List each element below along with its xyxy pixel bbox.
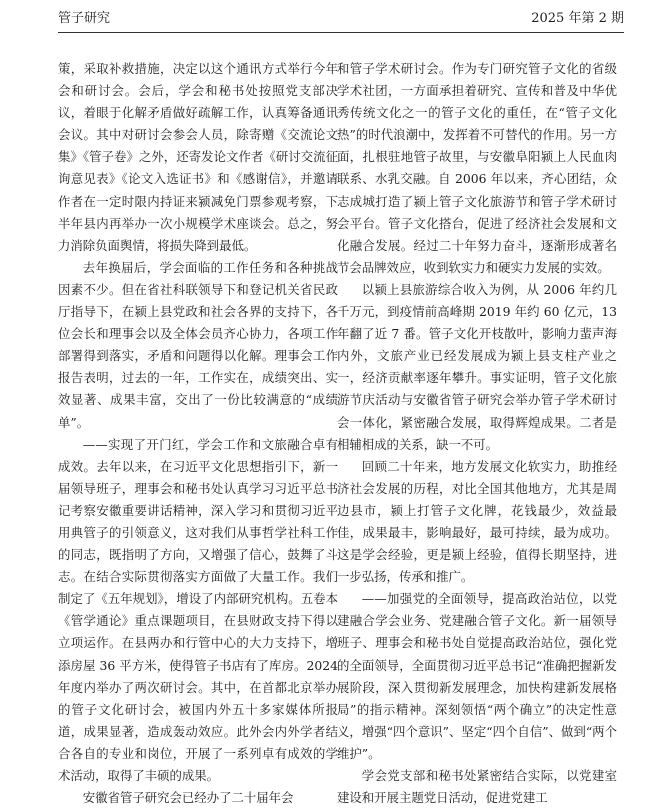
- paragraph: 以颍上县旅游综合收入为例，从 2006 年约几千万元，到疫情前高峰期 2019 年约 60 亿元，13 年翻了近 7 番。管子文化开枝散叶，影响力蜚声海内外，文旅产业已经发展成为颍上县支柱产业之一，经济贡献率逐年攀升。事实证明，管子文化旅游节庆活动与安徽省管子研究会举办管子学术研讨会一体化，紧密融合发展，取得辉煌成果。二者是相辅相成的关系，缺一不可。: [337, 281, 617, 452]
- issue-label: 2025 年第 2 期: [531, 11, 624, 26]
- journal-title: 管子研究: [58, 11, 111, 26]
- paragraph: 回顾二十年来，地方发展文化软实力，助推经济社会发展的历程，对比全国其他地方，尤其是周边县市，颍上打管子文化牌，花钱最少，效益最佳，成果最丰，影响最好，最可持续，最为成功。这是学会经验，更是颍上经验，值得长期坚持，进一步弘扬，传承和推广。: [337, 458, 617, 585]
- page-header: [58, 8, 624, 33]
- paragraph: ——加强党的全面领导，提高政治站位，以党建融合学会业务、党建融合管子文化。新一届领导班子、理事会和秘书处自觉提高政治站位，强化党的全面领导，全面贯彻习近平总书记“准确把握新发展阶段，深入贯彻新发展理念，加快构建新发展格局”的指示精神。深刻领悟“两个确立”的决定性意义，增强“四个意识”、坚定“四个自信”、做到“两个维护”。: [337, 591, 617, 761]
- paragraph: 学会党支部和秘书处紧密结合实际，以党建室建设和开展主题党日活动，促进党建工: [337, 768, 617, 806]
- paragraph: 策，采取补救措施，决定以这个通讯方式举行今年会和研讨会。会后，学会和秘书处按照党支部决议，着眼于化解矛盾做好疏解工作，认真筹备通讯会议。其中对研讨会参会人员，除寄赠《交流论文集》《管子卷》之外，还寄发论文作者《研讨交流征询意见表》《论文入选证书》和《感谢信》，并邀请作者在一定时限内持证来颍减免门票参观考察，下半年县内再举办一次小规模学术座谈会。总之，努力消除负面舆情，将损失降到最低。: [58, 61, 338, 253]
- right-column: [337, 58, 617, 809]
- left-column: [58, 58, 338, 809]
- paragraph: ——实现了开门红，学会工作和文旅融合卓有成效。去年以来，在习近平文化思想指引下，新一届领导班子，理事会和秘书处认真学习习近平总书记考察安徽重要讲话精神，深入学习和贯彻习近平用典管子的引领意义，这对我们从事哲学社科工作的同志，既指明了方向，又增强了信心，鼓舞了斗志。在结合实际贯彻落实方面做了大量工作。我们制定了《五年规划》，增设了内部研究机构。五卷本《管学通论》重点课题项目，在县财政支持下得以立项运作。在县两办和行管中心的大力支持下，增添房屋 36 平方米，使得管子书店有了库房。2024 年度内举办了两次研讨会。其中，在首都北京举办的管子文化研讨会，被国内外五十多家媒体所报道，成果显著，造成轰动效应。此外会内外学者结合各自的专业和岗位，开展了一系列卓有成效的学术活动，取得了丰硕的成果。: [58, 436, 338, 783]
- paragraph: 去年换届后，学会面临的工作任务和各种挑战因素不少。但在省社科联领导下和登记机关省民政厅指导下，在颍上县党政和社会各界的支持下，各位会长和理事会以及全体会员齐心协力，各项工作部署得到落实，矛盾和问题得以化解。理事会工作报告表明，过去的一年，工作实在，成绩突出、实效显著、成果丰富，交出了一份比较满意的“成绩单”。: [58, 259, 338, 430]
- paragraph: 和管子学术研讨会。作为专门研究管子文化的省级学术社团，一方面承担着研究、宣传和普及中华优秀传统文化之一的管子文化的重任，在“管子文化热”的时代浪潮中，发挥着不可替代的作用。另一方面，扎根驻地管子故里，与安徽阜阳颍上人民血肉联系、水乳交融。自 2006 年以来，齐心团结，众志成城打造了颍上管子文化旅游节和管子学术研讨会平台。管子文化搭台，促进了经济社会发展和文化融合发展。经过二十年努力奋斗，逐渐形成著名节会品牌效应，收到软实力和硬实力发展的实效。: [337, 61, 617, 275]
- paragraph: 安徽省管子研究会已经办了二十届年会: [82, 790, 294, 806]
